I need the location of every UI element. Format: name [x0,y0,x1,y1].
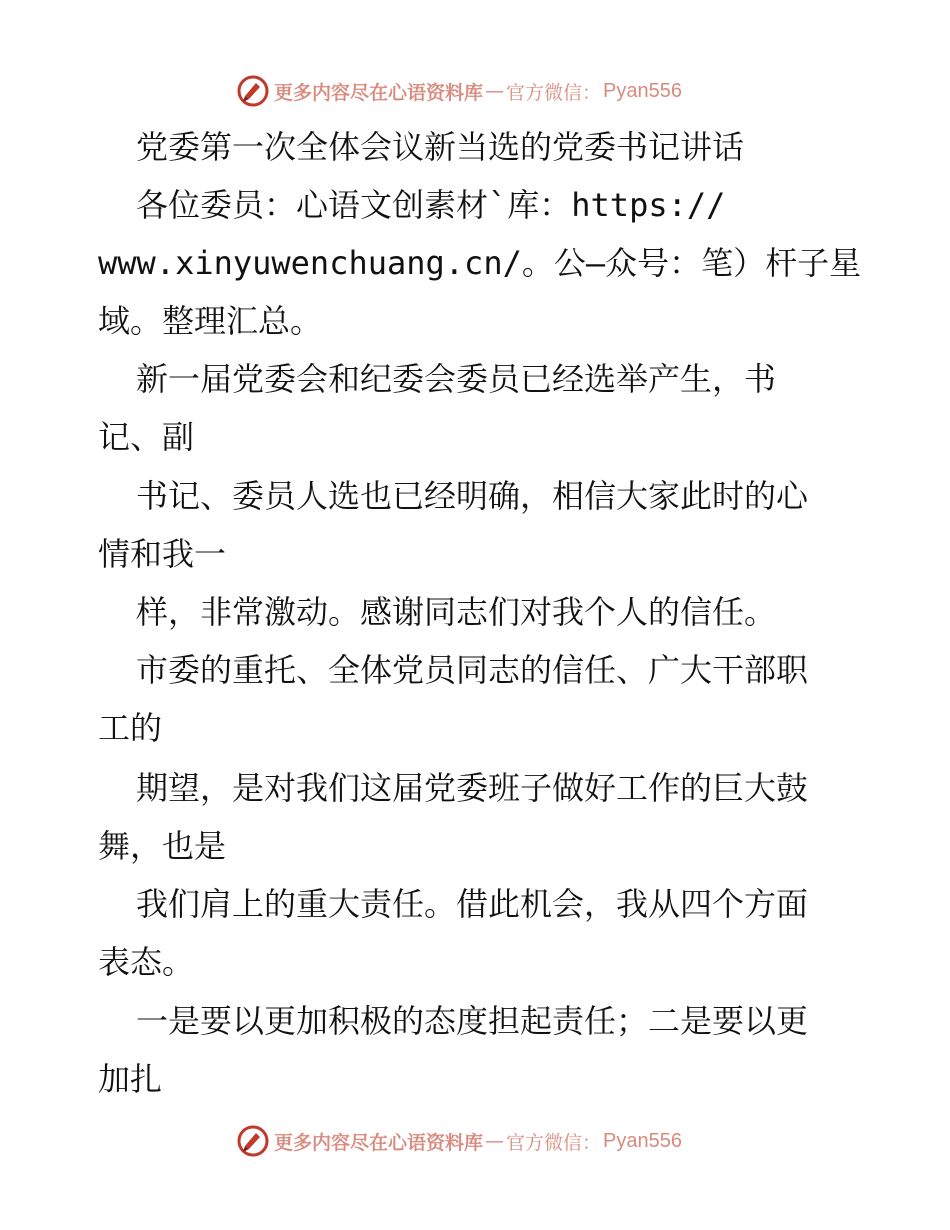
footer-watermark-banner [236,1124,716,1158]
document-title: 党委第一次全体会议新当选的党委书记讲话 [136,128,745,166]
text-line: 记、副 [98,418,195,456]
text-line: 表态。 [98,943,195,981]
banner-separator: — [485,80,505,102]
text-line: 书记、委员人选也已经明确，相信大家此时的心 [136,477,809,515]
text-line: 域。整理汇总。 [98,302,323,340]
text-line: 工的 [98,709,163,747]
header-watermark-banner [236,74,716,108]
text-line: 一是要以更加积极的态度担起责任；二是要以更 [136,1002,809,1040]
text-line: 新一届党委会和纪委会委员已经选举产生，书 [136,360,777,398]
text-line: www.xinyuwenchuang.cn/。公—众号：笔）杆子星 [98,244,862,282]
text-line: 舞，也是 [98,827,227,865]
text-line: 样，非常激动。感谢同志们对我个人的信任。 [136,593,777,631]
banner-wechat-id: Pyan556 [603,79,682,102]
banner-separator: — [485,1130,505,1152]
banner-wechat-label: 官方微信： [506,1131,602,1154]
brand-logo-icon [236,74,270,108]
banner-brand-text: 更多内容尽在心语资料库 [274,81,484,104]
banner-brand-text: 更多内容尽在心语资料库 [274,1131,484,1154]
text-line: 我们肩上的重大责任。借此机会，我从四个方面 [136,885,809,923]
banner-wechat-label: 官方微信： [506,81,602,104]
text-line: 市委的重托、全体党员同志的信任、广大干部职 [136,651,809,689]
text-line: 各位委员：心语文创素材`库：https:// [136,186,726,224]
banner-wechat-id: Pyan556 [603,1129,682,1152]
brand-logo-icon [236,1124,270,1158]
text-line: 期望，是对我们这届党委班子做好工作的巨大鼓 [136,769,809,807]
text-line: 加扎 [98,1060,163,1098]
text-line: 情和我一 [98,535,227,573]
